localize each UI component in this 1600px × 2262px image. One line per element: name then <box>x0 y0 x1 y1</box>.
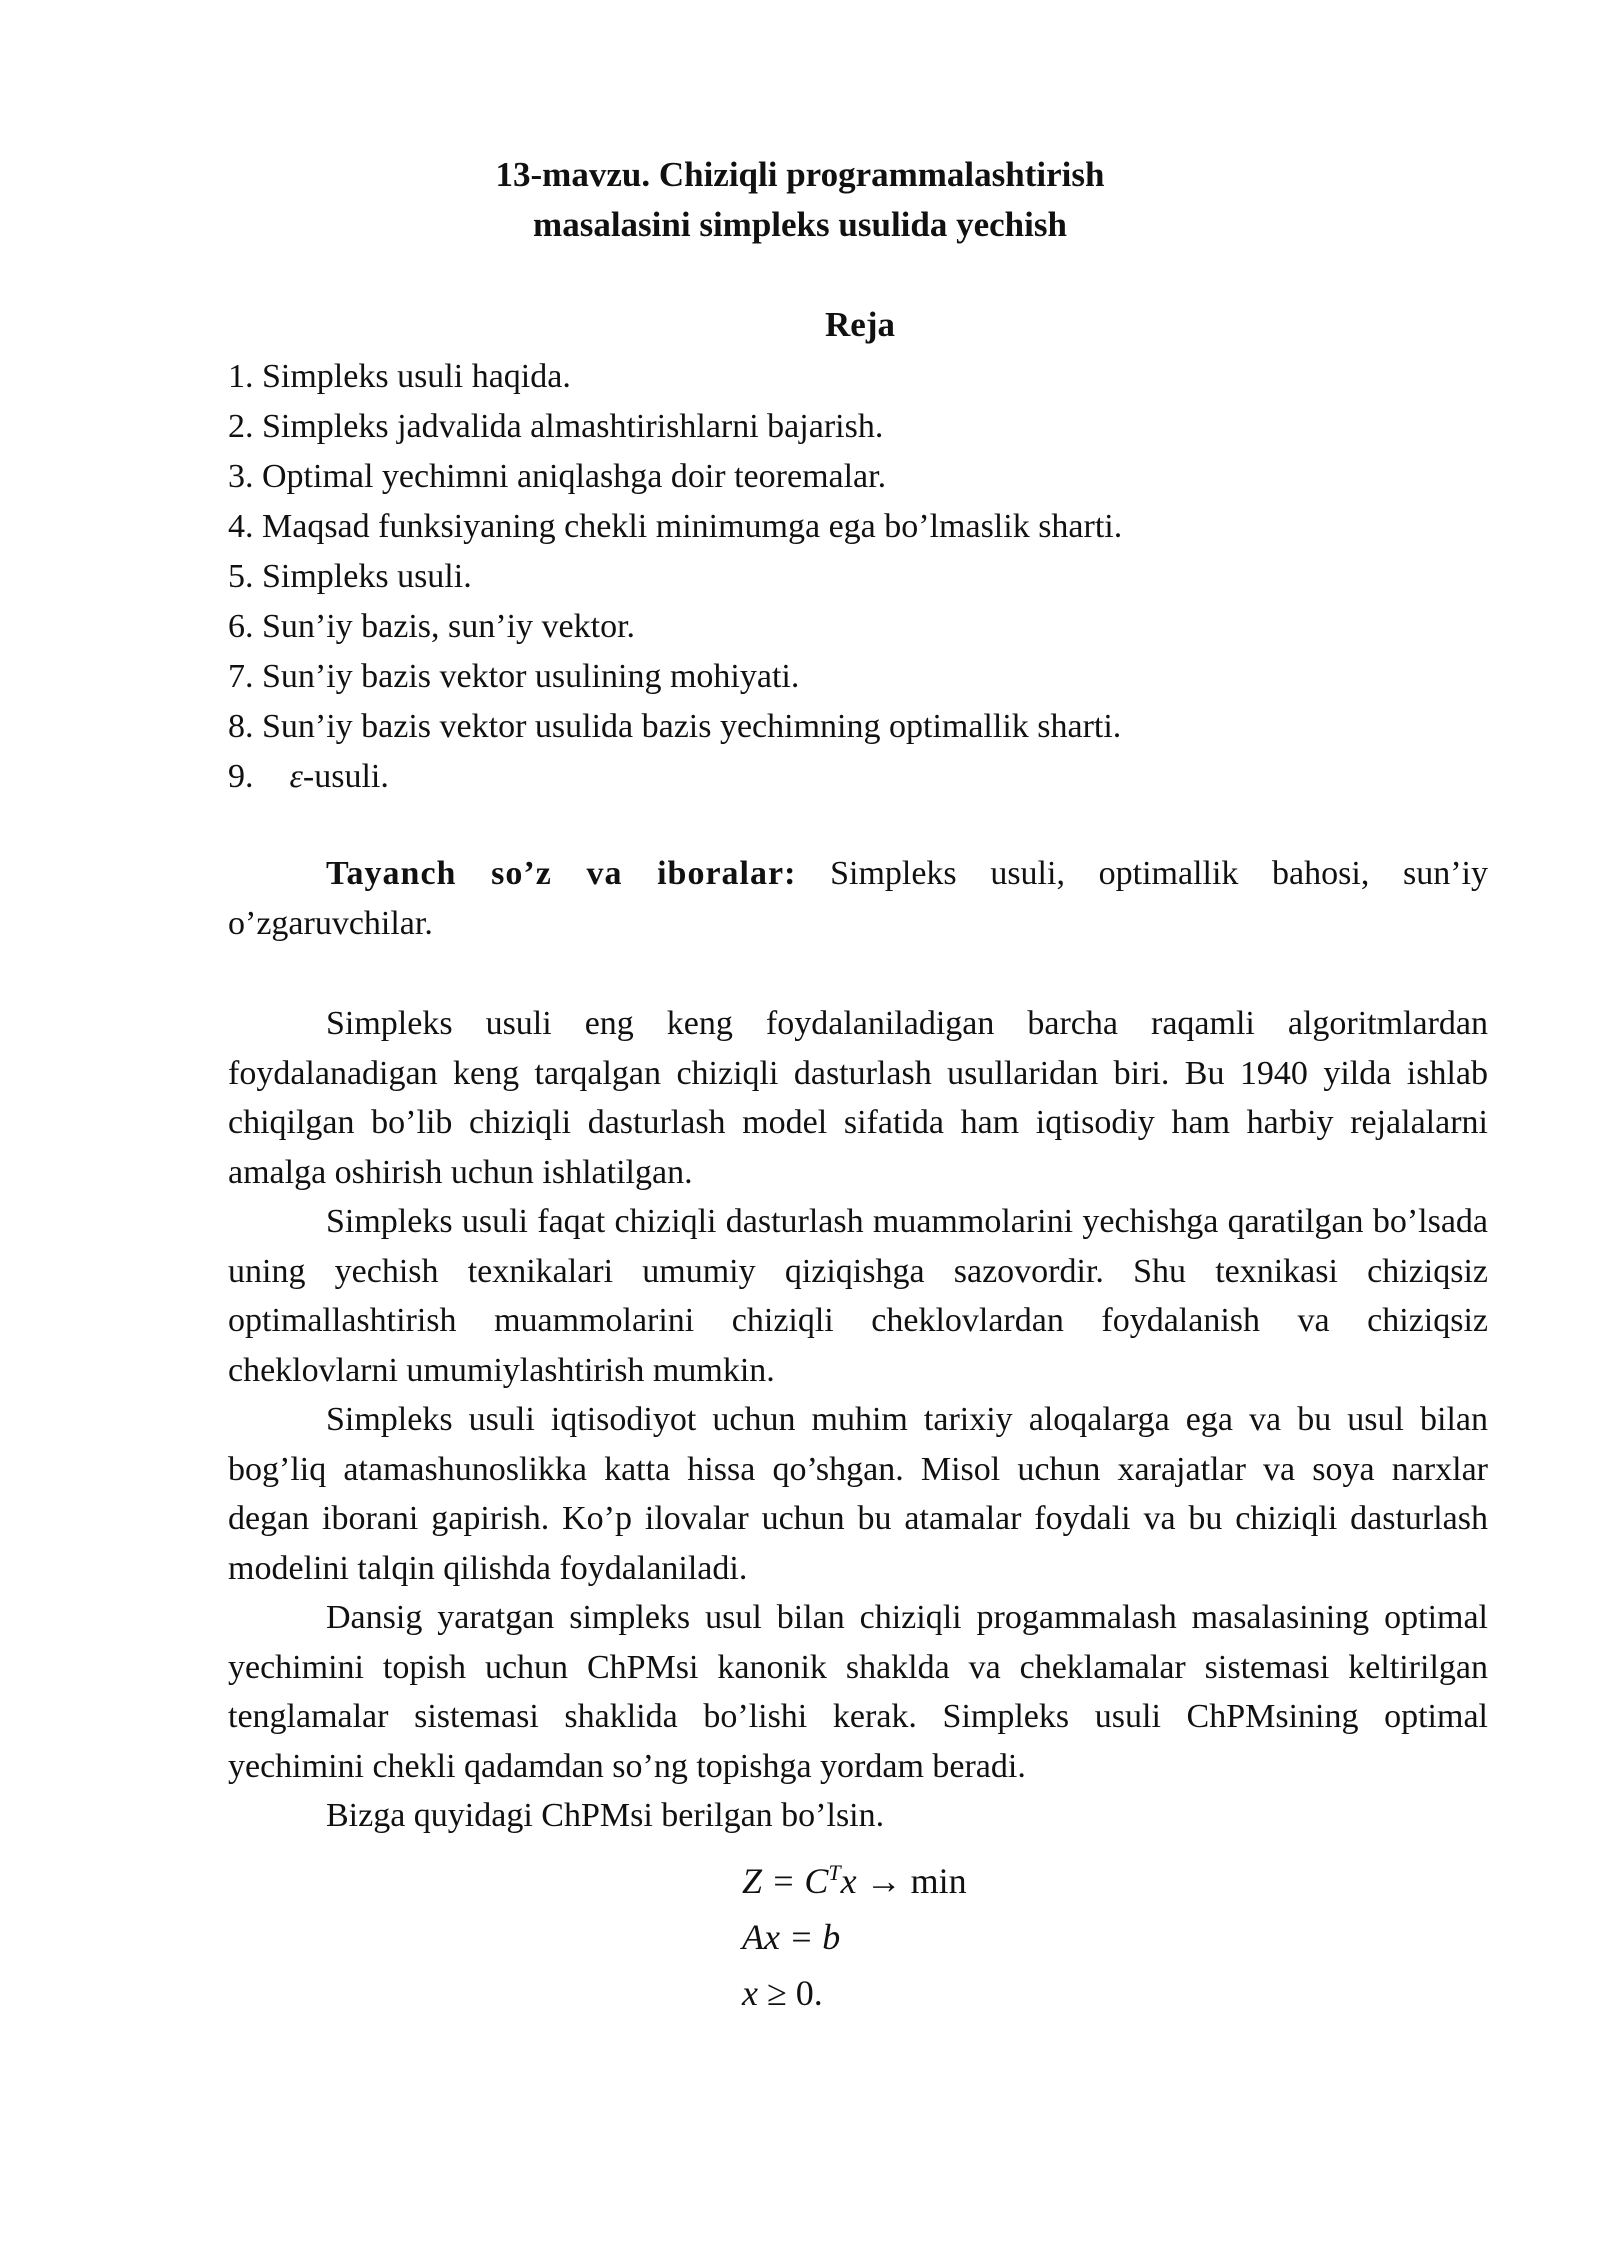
formula-part: ≥ 0. <box>757 1973 823 2013</box>
formula-part: x <box>840 1861 857 1901</box>
plan-item-text: -usuli. <box>302 758 389 795</box>
nonnegativity-formula <box>742 1965 967 2021</box>
keywords-paragraph <box>228 849 1488 949</box>
constraint-formula: Ax = b <box>742 1917 841 1957</box>
paragraph: Simpleks usuli iqtisodiyot uchun muhim tarixiy aloqalarga ega va bu usul bilan bog’liq atamashunoslikka katta hissa qo’shgan. Misol uchun xarajatlar va soya narxlar degan iborani gapirish. Ko’p ilovalar uchun bu atamalar foydali va bu chiziqli dasturlash modelini talqin qilishda foydalaniladi. <box>228 1401 1488 1587</box>
paragraph: Simpleks usuli faqat chiziqli dasturlash muammolarini yechishga qaratilgan bo’lsada uning yechish texnikalari umumiy qiziqishga sazovordir. Shu texnikasi chiziqsiz optimallashtirish muammolarini chiziqli cheklovlardan foydalanish va chiziqsiz cheklovlarni umumiylashtirish mumkin. <box>228 1203 1488 1389</box>
plan-list <box>228 352 1528 802</box>
plan-item: 2. Simpleks jadvalida almashtirishlarni bajarish. <box>228 408 884 445</box>
paragraph: Simpleks usuli eng keng foydalaniladigan barcha raqamli algoritmlardan foydalanadigan keng tarqalgan chiziqli dasturlash usullaridan biri. Bu 1940 yilda ishlab chiqilgan bo’lib chiziqli dasturlash model sifatida ham iqtisodiy ham harbiy rejalalarni amalga oshirish uchun ishlatilgan. <box>228 1005 1488 1191</box>
formula-superscript: T <box>828 1860 841 1885</box>
formula-block <box>742 1845 967 2021</box>
plan-item: 3. Optimal yechimni aniqlashga doir teoremalar. <box>228 458 887 495</box>
title-line-2: masalasini simpleks usulida yechish <box>533 205 1067 244</box>
objective-formula <box>742 1845 967 1909</box>
formula-part: x <box>742 1973 758 2013</box>
plan-item-number: 9. <box>228 758 254 795</box>
plan-item: 5. Simpleks usuli. <box>228 558 472 595</box>
plan-item: 1. Simpleks usuli haqida. <box>228 358 571 395</box>
paragraph: Dansig yaratgan simpleks usul bilan chiziqli progammalash masalasining optimal yechimini topish uchun ChPMsi kanonik shaklda va cheklamalar sistemasi keltirilgan tenglamalar sistemasi shaklida bo’lishi kerak. Simpleks usuli ChPMsining optimal yechimini chekli qadamdan so’ng topishga yordam beradi. <box>228 1599 1488 1785</box>
page-title <box>0 150 1600 250</box>
plan-item <box>228 752 1528 802</box>
formula-part: Z = C <box>742 1861 829 1901</box>
plan-item: 7. Sun’iy bazis vektor usulining mohiyati. <box>228 658 800 695</box>
epsilon-symbol: ε <box>289 758 303 795</box>
plan-item: 6. Sun’iy bazis, sun’iy vektor. <box>228 608 636 645</box>
body-text <box>228 999 1488 1841</box>
keywords-text: Simpleks usuli, optimallik bahosi, sun’iy o’zgaruvchilar. <box>228 855 1488 942</box>
paragraph: Bizga quyidagi ChPMsi berilgan bo’lsin. <box>326 1797 885 1834</box>
title-line-1: 13-mavzu. Chiziqli programmalashtirish <box>495 155 1105 194</box>
keywords-label: Tayanch so’z va iboralar: <box>326 855 797 892</box>
plan-heading: Reja <box>825 305 895 344</box>
plan-item: 8. Sun’iy bazis vektor usulida bazis yechimning optimallik sharti. <box>228 708 1122 745</box>
formula-part: → min <box>856 1861 967 1901</box>
plan-item: 4. Maqsad funksiyaning chekli minimumga ega bo’lmaslik sharti. <box>228 508 1123 545</box>
